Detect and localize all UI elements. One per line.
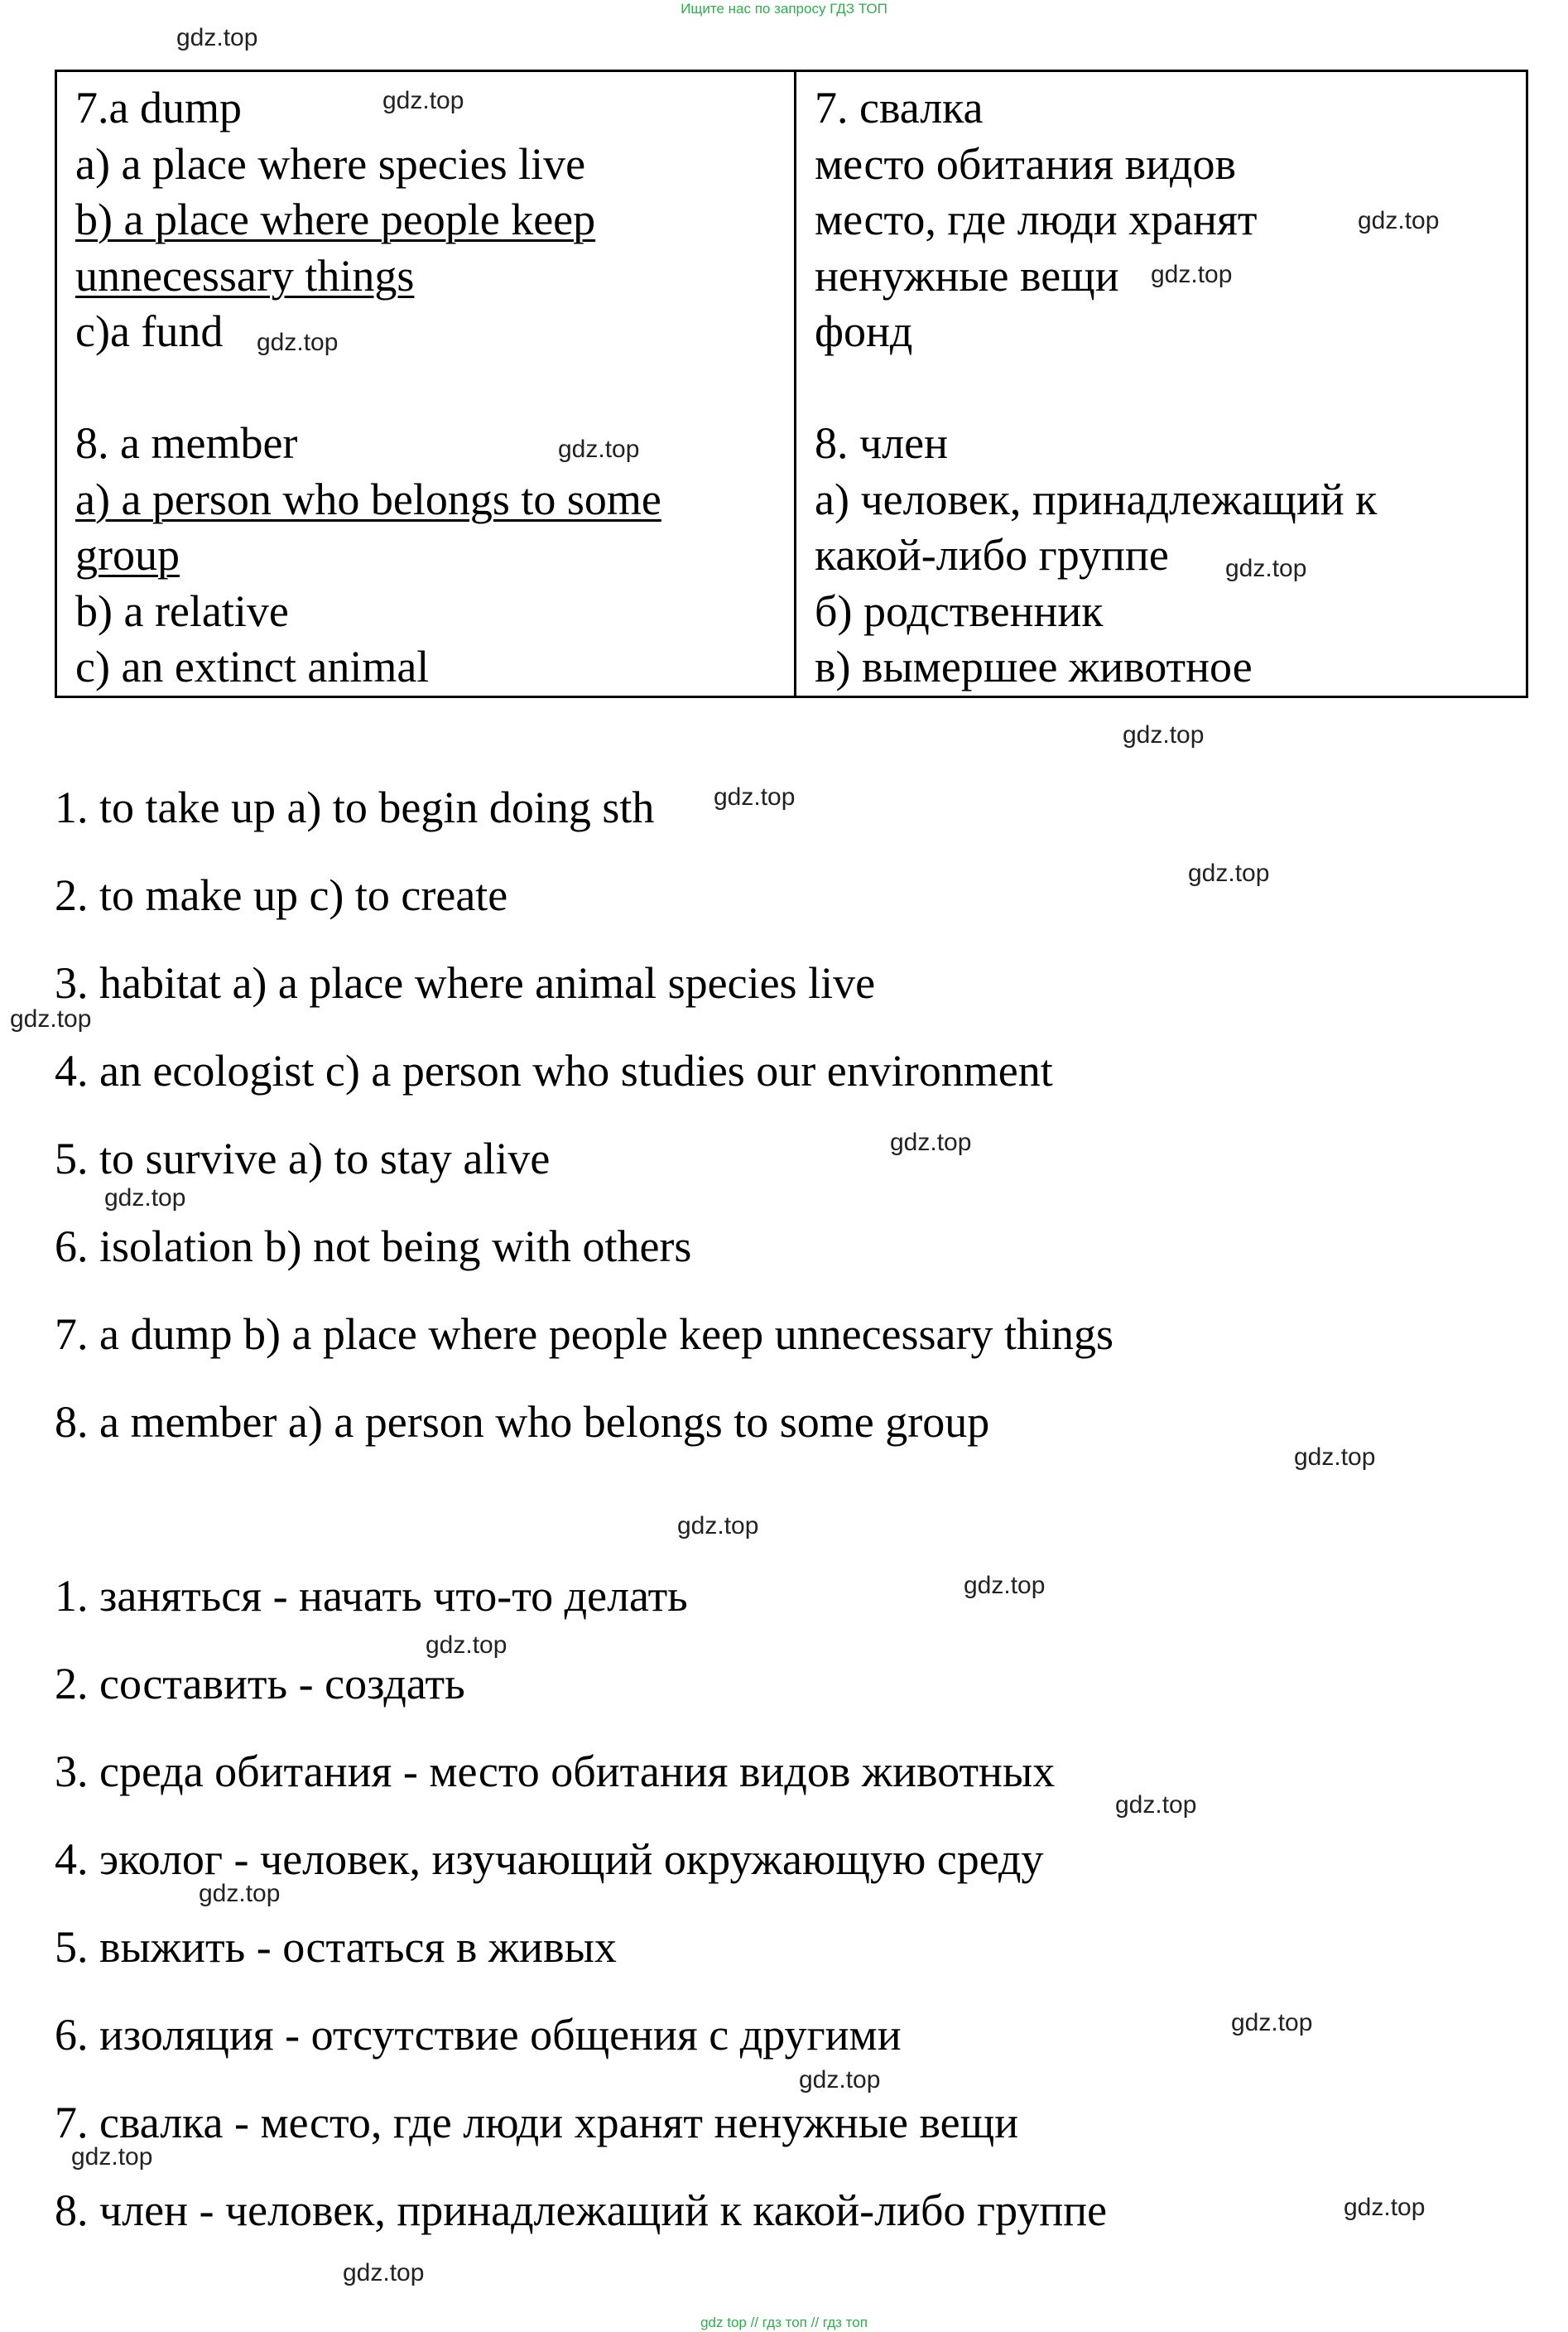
answer-en-3: 3. habitat a) a place where animal species live <box>55 958 876 1008</box>
english-column <box>56 71 796 697</box>
q7-title-ru: 7. свалка <box>815 83 984 132</box>
watermark: gdz.top <box>1344 2194 1426 2221</box>
watermark: gdz.top <box>104 1184 186 1212</box>
watermark: gdz.top <box>1188 860 1270 887</box>
watermark: gdz.top <box>343 2259 425 2286</box>
answer-ru-1: 1. заняться - начать что-то делать <box>55 1571 688 1621</box>
answer-en-7: 7. a dump b) a place where people keep unnecessary things <box>55 1309 1114 1359</box>
answer-ru-5: 5. выжить - остаться в живых <box>55 1922 617 1972</box>
watermark: gdz.top <box>714 783 796 811</box>
header-note[interactable]: Ищите нас по запросу ГДЗ ТОП <box>681 1 887 17</box>
russian-column <box>796 71 1527 697</box>
q8-option-b: b) a relative <box>75 585 289 636</box>
q7-option-b-line1-ru: место, где люди хранят <box>815 195 1258 244</box>
watermark: gdz.top <box>1225 555 1307 582</box>
q8-option-a-line1: a) a person who belongs to some <box>75 474 661 524</box>
watermark: gdz.top <box>71 2143 153 2171</box>
watermark: gdz.top <box>1294 1443 1376 1471</box>
watermark: gdz.top <box>799 2066 881 2094</box>
watermark: gdz.top <box>426 1631 507 1659</box>
q7-title: 7.a dump <box>75 83 242 132</box>
watermark: gdz.top <box>382 87 464 114</box>
q7-option-b-line2-ru: ненужные вещи <box>815 250 1119 301</box>
watermark: gdz.top <box>176 24 258 51</box>
answer-en-8: 8. a member a) a person who belongs to some group <box>55 1397 990 1447</box>
vocabulary-table <box>55 70 1528 698</box>
q7-option-a-ru: место обитания видов <box>815 138 1236 189</box>
answer-ru-4: 4. эколог - человек, изучающий окружающую среду <box>55 1834 1044 1884</box>
q8-title-ru: 8. член <box>815 418 948 468</box>
watermark: gdz.top <box>257 329 339 356</box>
watermark: gdz.top <box>199 1880 281 1907</box>
watermark: gdz.top <box>10 1005 92 1033</box>
answer-en-4: 4. an ecologist c) a person who studies our environment <box>55 1046 1053 1096</box>
answer-ru-3: 3. среда обитания - место обитания видов животных <box>55 1747 1056 1796</box>
q8-option-c-ru: в) вымершее животное <box>815 642 1253 691</box>
watermark: gdz.top <box>890 1129 972 1156</box>
q8-option-b-ru: б) родственник <box>815 585 1104 636</box>
q8-option-a-line2-ru: какой-либо группе <box>815 530 1169 580</box>
q8-title: 8. a member <box>75 418 298 468</box>
watermark: gdz.top <box>1231 2009 1313 2036</box>
footer-note[interactable]: gdz top // гдз топ // гдз топ <box>700 2315 868 2330</box>
q7-option-a: a) a place where species live <box>75 138 586 189</box>
answer-ru-8: 8. член - человек, принадлежащий к какой-либо группе <box>55 2185 1108 2235</box>
q7-option-c-ru: фонд <box>815 306 913 356</box>
q8-option-a-line2: group <box>75 530 180 580</box>
watermark: gdz.top <box>677 1512 759 1539</box>
q7-option-b-line2: unnecessary things <box>75 250 415 301</box>
watermark: gdz.top <box>1115 1791 1197 1819</box>
answer-en-1: 1. to take up a) to begin doing sth <box>55 783 655 832</box>
watermark: gdz.top <box>1123 721 1205 749</box>
watermark: gdz.top <box>964 1572 1046 1599</box>
watermark: gdz.top <box>1358 207 1440 234</box>
answer-en-2: 2. to make up c) to create <box>55 870 508 920</box>
answer-en-5: 5. to survive a) to stay alive <box>55 1134 551 1183</box>
watermark: gdz.top <box>1151 261 1233 288</box>
q7-option-b-line1: b) a place where people keep <box>75 195 596 244</box>
q7-option-c: c)a fund <box>75 306 224 356</box>
answer-ru-6: 6. изоляция - отсутствие общения с другими <box>55 2010 902 2060</box>
q8-option-c: c) an extinct animal <box>75 642 430 691</box>
watermark: gdz.top <box>558 436 640 463</box>
q8-option-a-line1-ru: а) человек, принадлежащий к <box>815 474 1378 524</box>
answer-en-6: 6. isolation b) not being with others <box>55 1221 692 1271</box>
answer-ru-7: 7. свалка - место, где люди хранят ненужные вещи <box>55 2098 1019 2147</box>
answer-ru-2: 2. составить - создать <box>55 1659 465 1708</box>
